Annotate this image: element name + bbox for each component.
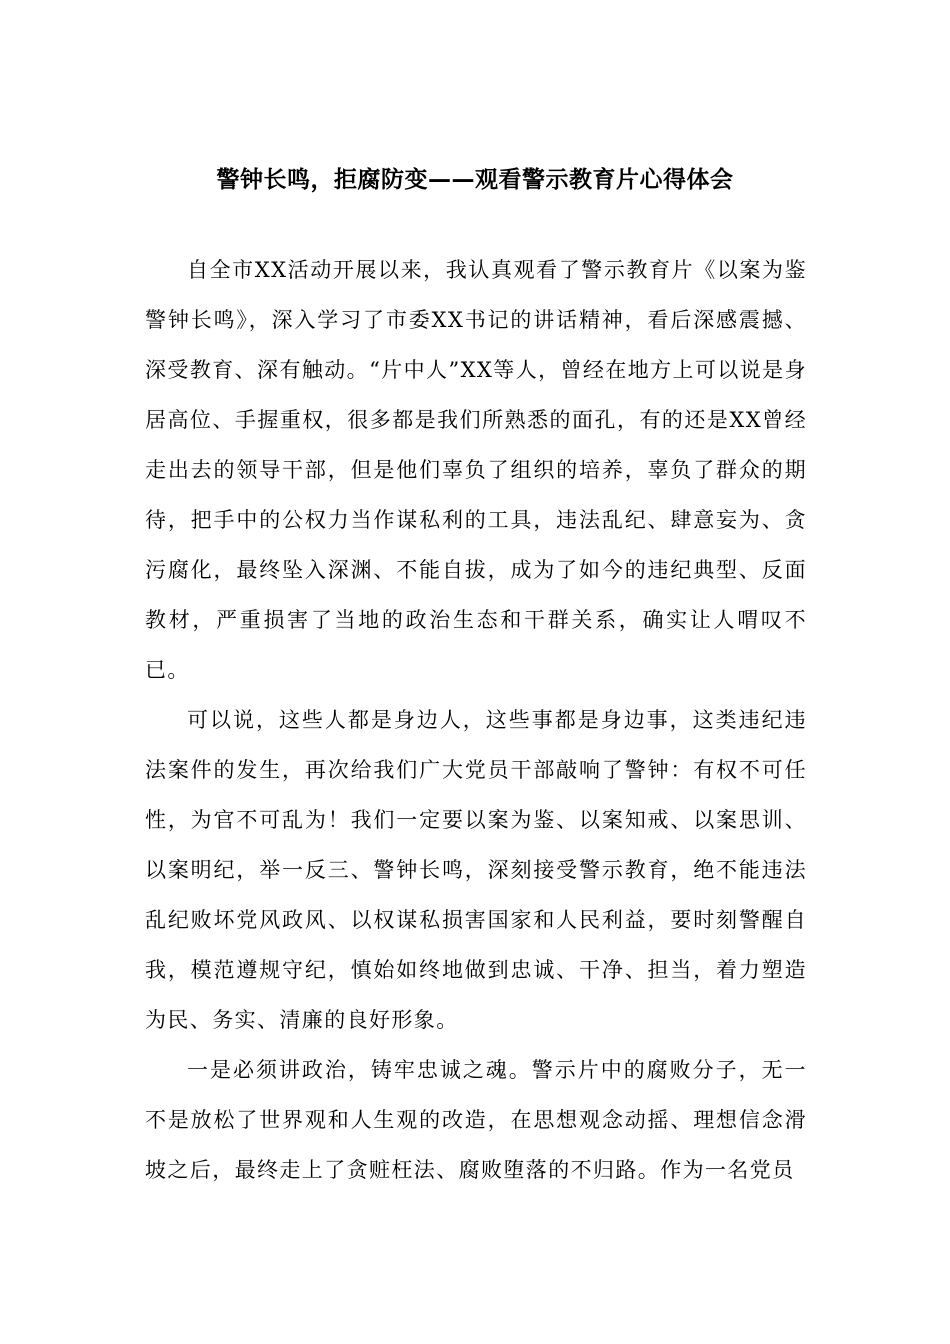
paragraph-3: 一是必须讲政治，铸牢忠诚之魂。警示片中的腐败分子，无一不是放松了世界观和人生观的改造，在思想观念动摇、理想信念滑坡之后，最终走上了贪赃枉法、腐败堕落的不归路。作为一名党员 [145, 1058, 807, 1182]
paragraph-2: 可以说，这些人都是身边人，这些事都是身边事，这类违纪违法案件的发生，再次给我们广大党员干部敲响了警钟：有权不可任性，为官不可乱为！我们一定要以案为鉴、以案知戒、以案思训、以案明纪，举一反三、警钟长鸣，深刻接受警示教育，绝不能违法乱纪败坏党风政风、以权谋私损害国家和人民利益，要时刻警醒自我，模范遵规守纪，慎始如终地做到忠诚、干净、担当，着力塑造为民、务实、清廉的良好形象。 [145, 708, 807, 1032]
document-title: 警钟长鸣，拒腐防变——观看警示教育片心得体会 [216, 167, 734, 193]
paragraph-1: 自全市XX活动开展以来，我认真观看了警示教育片《以案为鉴 警钟长鸣》，深入学习了市委XX书记的讲话精神，看后深感震撼、深受教育、深有触动。“片中人”XX等人，曾经在地方上可以说是身居高位、手握重权，很多都是我们所熟悉的面孔，有的还是XX曾经走出去的领导干部，但是他们辜负了组织的培养，辜负了群众的期待，把手中的公权力当作谋私利的工具，违法乱纪、肆意妄为、贪污腐化，最终坠入深渊、不能自拔，成为了如今的违纪典型、反面教材，严重损害了当地的政治生态和干群关系，确实让人喟叹不已。 [145, 258, 807, 682]
document-body [145, 245, 807, 1195]
